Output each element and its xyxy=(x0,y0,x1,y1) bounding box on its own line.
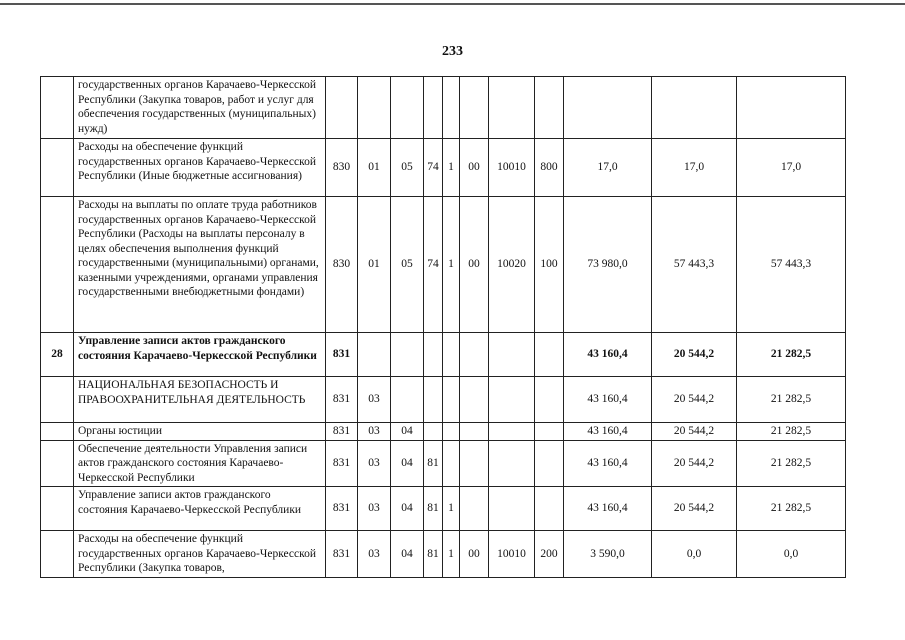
expense-type-cell xyxy=(535,487,564,531)
table-row xyxy=(41,487,846,531)
row-name-cell: Расходы на обеспечение функций государственных органов Карачаево-Черкесской Республики (Иные бюджетные ассигнования) xyxy=(74,139,326,197)
row-name-cell: Расходы на обеспечение функций государственных органов Карачаево-Черкесской Республики (Закупка товаров, xyxy=(74,531,326,578)
amount-year1-cell: 43 160,4 xyxy=(564,333,652,377)
amount-year3-cell: 21 282,5 xyxy=(737,440,846,487)
amount-year1-cell: 43 160,4 xyxy=(564,440,652,487)
expense-type-cell: 100 xyxy=(535,197,564,333)
direction-code-cell: 10010 xyxy=(489,531,535,578)
direction-code-cell xyxy=(489,77,535,139)
row-number-cell xyxy=(41,77,74,139)
direction-code-cell: 10010 xyxy=(489,139,535,197)
row-name-cell: Органы юстиции xyxy=(74,423,326,441)
program-code-cell: 81 xyxy=(424,487,443,531)
amount-year2-cell: 0,0 xyxy=(652,531,737,578)
program-code-cell: 81 xyxy=(424,531,443,578)
row-number-cell xyxy=(41,377,74,423)
row-name-cell: Расходы на выплаты по оплате труда работников государственных органов Карачаево-Черкесской Республики (Расходы на выплаты персоналу в целях обеспечения выполнения функций государственными (муниципальными) органами, казенными учреждениями, органами управления государственными внебюджетными фондами) xyxy=(74,197,326,333)
ministry-code-cell: 831 xyxy=(326,423,358,441)
ministry-code-cell xyxy=(326,77,358,139)
amount-year2-cell: 20 544,2 xyxy=(652,423,737,441)
main-event-code-cell xyxy=(460,77,489,139)
ministry-code-cell: 830 xyxy=(326,139,358,197)
main-event-code-cell: 00 xyxy=(460,139,489,197)
main-event-code-cell xyxy=(460,440,489,487)
subsection-code-cell xyxy=(391,377,424,423)
ministry-code-cell: 831 xyxy=(326,377,358,423)
ministry-code-cell: 831 xyxy=(326,531,358,578)
subsection-code-cell: 04 xyxy=(391,440,424,487)
scan-top-border xyxy=(0,3,905,5)
program-code-cell xyxy=(424,377,443,423)
program-code-cell xyxy=(424,423,443,441)
section-code-cell xyxy=(358,333,391,377)
expense-type-cell: 800 xyxy=(535,139,564,197)
amount-year1-cell xyxy=(564,77,652,139)
table-row xyxy=(41,440,846,487)
amount-year3-cell: 21 282,5 xyxy=(737,377,846,423)
row-name-cell: Обеспечение деятельности Управления записи актов гражданского состояния Карачаево-Черкесской Республики xyxy=(74,440,326,487)
budget-table xyxy=(40,76,846,578)
page-number: 233 xyxy=(442,44,463,59)
amount-year2-cell xyxy=(652,77,737,139)
subsection-code-cell: 04 xyxy=(391,423,424,441)
ministry-code-cell: 831 xyxy=(326,440,358,487)
expense-type-cell xyxy=(535,333,564,377)
row-number-cell xyxy=(41,531,74,578)
amount-year3-cell: 57 443,3 xyxy=(737,197,846,333)
section-code-cell: 03 xyxy=(358,423,391,441)
ministry-code-cell: 831 xyxy=(326,333,358,377)
subprogram-code-cell xyxy=(443,377,460,423)
subprogram-code-cell xyxy=(443,333,460,377)
amount-year1-cell: 73 980,0 xyxy=(564,197,652,333)
expense-type-cell xyxy=(535,377,564,423)
amount-year2-cell: 17,0 xyxy=(652,139,737,197)
subprogram-code-cell xyxy=(443,440,460,487)
program-code-cell xyxy=(424,77,443,139)
amount-year1-cell: 3 590,0 xyxy=(564,531,652,578)
direction-code-cell xyxy=(489,423,535,441)
amount-year3-cell xyxy=(737,77,846,139)
subsection-code-cell: 05 xyxy=(391,139,424,197)
section-code-cell: 03 xyxy=(358,531,391,578)
ministry-code-cell: 831 xyxy=(326,487,358,531)
table-body xyxy=(41,77,846,578)
amount-year2-cell: 57 443,3 xyxy=(652,197,737,333)
row-number-cell xyxy=(41,423,74,441)
row-number-cell xyxy=(41,139,74,197)
amount-year3-cell: 0,0 xyxy=(737,531,846,578)
main-event-code-cell xyxy=(460,333,489,377)
amount-year2-cell: 20 544,2 xyxy=(652,377,737,423)
table-row xyxy=(41,333,846,377)
direction-code-cell xyxy=(489,377,535,423)
expense-type-cell xyxy=(535,440,564,487)
direction-code-cell xyxy=(489,333,535,377)
subsection-code-cell xyxy=(391,333,424,377)
main-event-code-cell: 00 xyxy=(460,531,489,578)
program-code-cell: 81 xyxy=(424,440,443,487)
expense-type-cell xyxy=(535,423,564,441)
amount-year1-cell: 43 160,4 xyxy=(564,487,652,531)
subsection-code-cell: 05 xyxy=(391,197,424,333)
row-name-cell: Управление записи актов гражданского состояния Карачаево-Черкесской Республики xyxy=(74,333,326,377)
table-row xyxy=(41,77,846,139)
expense-type-cell: 200 xyxy=(535,531,564,578)
amount-year3-cell: 21 282,5 xyxy=(737,333,846,377)
main-event-code-cell xyxy=(460,487,489,531)
subprogram-code-cell: 1 xyxy=(443,531,460,578)
section-code-cell: 01 xyxy=(358,139,391,197)
amount-year3-cell: 21 282,5 xyxy=(737,423,846,441)
program-code-cell: 74 xyxy=(424,197,443,333)
table-row xyxy=(41,139,846,197)
subsection-code-cell xyxy=(391,77,424,139)
amount-year1-cell: 17,0 xyxy=(564,139,652,197)
row-name-cell: НАЦИОНАЛЬНАЯ БЕЗОПАСНОСТЬ И ПРАВООХРАНИТЕЛЬНАЯ ДЕЯТЕЛЬНОСТЬ xyxy=(74,377,326,423)
direction-code-cell: 10020 xyxy=(489,197,535,333)
table-row xyxy=(41,377,846,423)
amount-year1-cell: 43 160,4 xyxy=(564,423,652,441)
row-name-cell: Управление записи актов гражданского состояния Карачаево-Черкесской Республики xyxy=(74,487,326,531)
section-code-cell: 03 xyxy=(358,377,391,423)
table-row xyxy=(41,423,846,441)
main-event-code-cell xyxy=(460,377,489,423)
main-event-code-cell: 00 xyxy=(460,197,489,333)
table-row xyxy=(41,531,846,578)
subprogram-code-cell xyxy=(443,423,460,441)
subsection-code-cell: 04 xyxy=(391,487,424,531)
row-number-cell xyxy=(41,440,74,487)
subprogram-code-cell: 1 xyxy=(443,139,460,197)
amount-year2-cell: 20 544,2 xyxy=(652,333,737,377)
subprogram-code-cell: 1 xyxy=(443,487,460,531)
subprogram-code-cell: 1 xyxy=(443,197,460,333)
program-code-cell: 74 xyxy=(424,139,443,197)
section-code-cell xyxy=(358,77,391,139)
amount-year2-cell: 20 544,2 xyxy=(652,487,737,531)
ministry-code-cell: 830 xyxy=(326,197,358,333)
row-number-cell xyxy=(41,197,74,333)
row-name-cell: государственных органов Карачаево-Черкесской Республики (Закупка товаров, работ и услуг для обеспечения государственных (муниципальных) нужд) xyxy=(74,77,326,139)
expense-type-cell xyxy=(535,77,564,139)
section-code-cell: 03 xyxy=(358,487,391,531)
amount-year2-cell: 20 544,2 xyxy=(652,440,737,487)
row-number-cell xyxy=(41,487,74,531)
subprogram-code-cell xyxy=(443,77,460,139)
amount-year3-cell: 21 282,5 xyxy=(737,487,846,531)
direction-code-cell xyxy=(489,440,535,487)
program-code-cell xyxy=(424,333,443,377)
main-event-code-cell xyxy=(460,423,489,441)
subsection-code-cell: 04 xyxy=(391,531,424,578)
amount-year1-cell: 43 160,4 xyxy=(564,377,652,423)
section-code-cell: 03 xyxy=(358,440,391,487)
amount-year3-cell: 17,0 xyxy=(737,139,846,197)
row-number-cell: 28 xyxy=(41,333,74,377)
direction-code-cell xyxy=(489,487,535,531)
section-code-cell: 01 xyxy=(358,197,391,333)
table-row xyxy=(41,197,846,333)
